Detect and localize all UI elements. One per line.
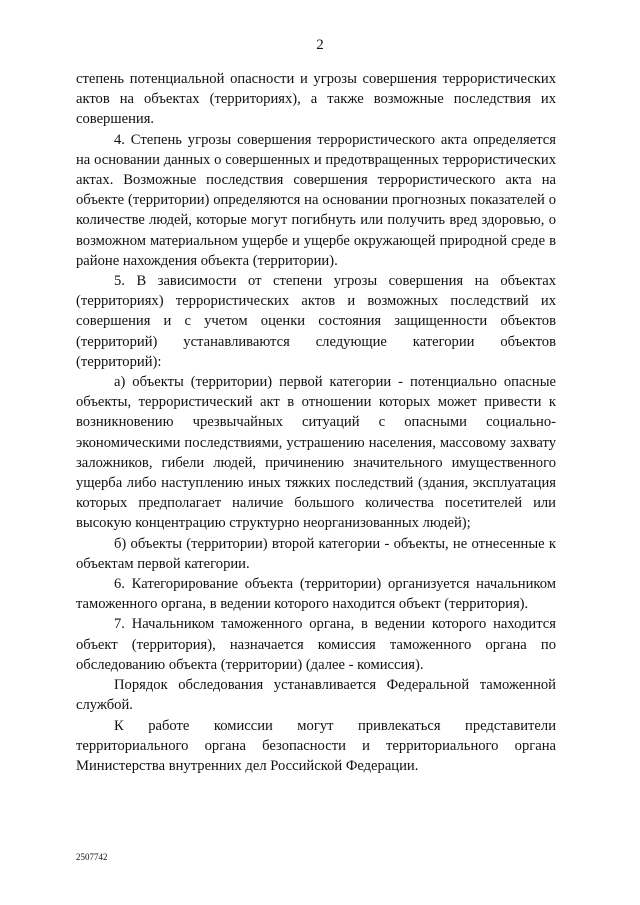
paragraph-item-7: 7. Начальником таможенного органа, в ведении которого находится объект (территория), назначается комиссия таможенного органа по обследованию объекта (территории) (далее - комиссия). (76, 616, 556, 673)
paragraph-commission-members: К работе комиссии могут привлекаться представители территориального органа безопасности и территориального органа Министерства внутренних дел Российской Федерации. (76, 717, 556, 774)
paragraph-item-6: 6. Категорирование объекта (территории) организуется начальником таможенного органа, в ведении которого находится объект (территория). (76, 576, 556, 613)
paragraph-procedure: Порядок обследования устанавливается Федеральной таможенной службой. (76, 677, 556, 714)
document-code: 2507742 (76, 852, 108, 862)
page-number: 2 (316, 37, 324, 53)
paragraph-item-5: 5. В зависимости от степени угрозы совершения на объектах (территориях) террористических актов и возможных последствий их совершения и с учетом оценки состояния защищенности объектов (территорий) устанавливаются следующие категории объектов (территорий): (76, 273, 556, 370)
paragraph-subitem-a: а) объекты (территории) первой категории - потенциально опасные объекты, террористический акт в отношении которых может привести к возникновению чрезвычайных ситуаций с опасными социально-экономическими последствиями, устрашению населения, массовому захвату заложников, гибели людей, причинению значительного имущественного ущерба либо наступлению иных тяжких последствий (здания, эксплуатация которых предполагает наличие большого количества посетителей или высокую концентрацию структурно неорганизованных людей); (76, 374, 556, 532)
paragraph-continuation: степень потенциальной опасности и угрозы совершения террористических актов на объектах (территориях), а также возможные последствия их совершения. (76, 71, 556, 128)
document-body (76, 69, 556, 776)
paragraph-item-4: 4. Степень угрозы совершения террористического акта определяется на основании данных о совершенных и предотвращенных террористических актах. Возможные последствия совершения террористического акта на объекте (территории) определяются на основании прогнозных показателей о количестве людей, которые могут погибнуть или получить вред здоровью, о возможном материальном ущербе и ущербе окружающей природной среде в районе нахождения объекта (территории). (76, 131, 556, 269)
paragraph-subitem-b: б) объекты (территории) второй категории - объекты, не отнесенные к объектам первой категории. (76, 535, 556, 572)
